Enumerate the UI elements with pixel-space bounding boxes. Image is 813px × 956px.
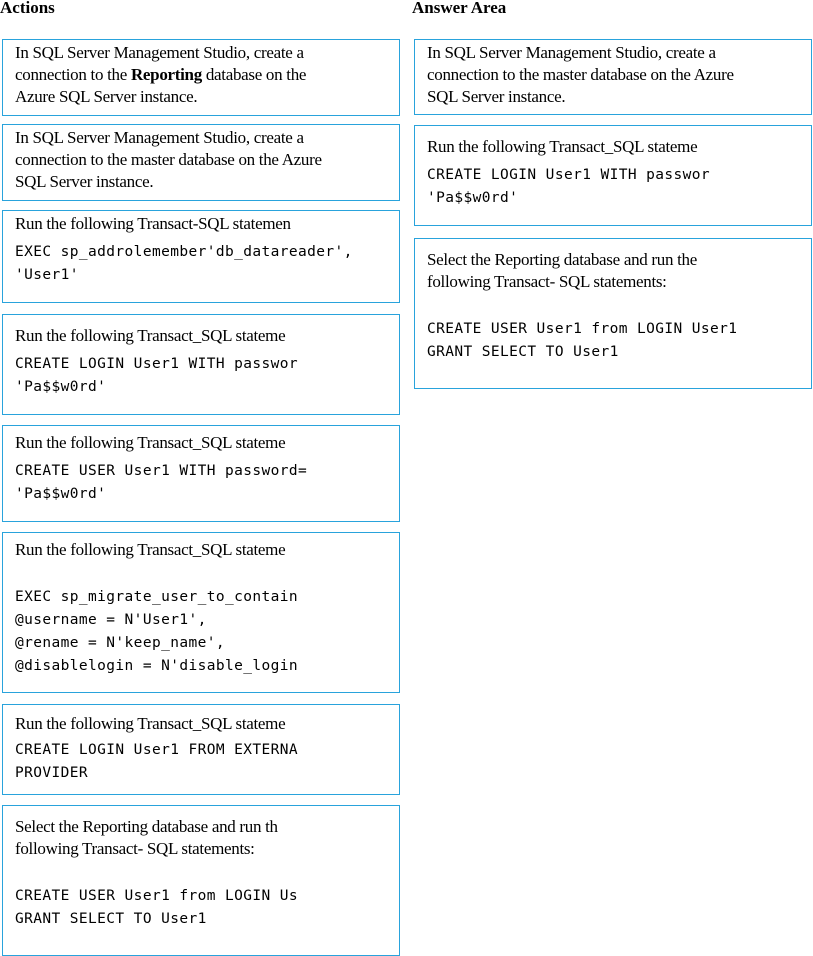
action-card-text: Run the following Transact_SQL stateme bbox=[15, 714, 286, 733]
action-card-text: Select the Reporting database and run th following Transact- SQL statements: bbox=[15, 817, 278, 858]
action-card-code: EXEC sp_migrate_user_to_contain @username = N'User1', @rename = N'keep_name', @disablelogin = N'disable_login bbox=[15, 589, 299, 674]
action-card-create-user-from-login[interactable] bbox=[2, 805, 400, 956]
action-card-code: CREATE LOGIN User1 WITH passwor 'Pa$$w0rd' bbox=[15, 356, 299, 395]
action-card-connect-master[interactable] bbox=[2, 124, 400, 201]
action-card-text: Run the following Transact_SQL stateme bbox=[15, 540, 286, 559]
action-card-text: Run the following Transact_SQL stateme bbox=[15, 433, 286, 452]
action-card-create-login-password[interactable] bbox=[2, 314, 400, 415]
actions-header: Actions bbox=[0, 0, 55, 17]
action-card-code: CREATE LOGIN User1 FROM EXTERNA PROVIDER bbox=[15, 742, 299, 781]
action-card-code: CREATE USER User1 from LOGIN Us GRANT SELECT TO User1 bbox=[15, 888, 299, 927]
answer-card-create-login-password[interactable] bbox=[414, 125, 812, 226]
action-card-connect-reporting[interactable] bbox=[2, 39, 400, 116]
answer-card-connect-master[interactable] bbox=[414, 39, 812, 115]
action-card-create-login-external[interactable] bbox=[2, 704, 400, 795]
answer-card-create-user-from-login[interactable] bbox=[414, 238, 812, 389]
action-card-text: Run the following Transact-SQL statemen bbox=[15, 214, 291, 233]
action-card-code: CREATE USER User1 WITH password= 'Pa$$w0rd' bbox=[15, 463, 308, 502]
answer-card-code: CREATE LOGIN User1 WITH passwor 'Pa$$w0rd' bbox=[427, 167, 711, 206]
action-card-text: Run the following Transact_SQL stateme bbox=[15, 326, 286, 345]
action-card-text: In SQL Server Management Studio, create a connection to the master database on the Azure SQL Server instance. bbox=[15, 128, 322, 191]
answer-card-code: CREATE USER User1 from LOGIN User1 GRANT SELECT TO User1 bbox=[427, 321, 738, 360]
answer-card-text: Run the following Transact_SQL stateme bbox=[427, 137, 698, 156]
action-card-addrolemember[interactable] bbox=[2, 210, 400, 303]
action-card-code: EXEC sp_addrolemember'db_datareader', 'User1' bbox=[15, 244, 353, 283]
answer-card-text: In SQL Server Management Studio, create a connection to the master database on the Azure SQL Server instance. bbox=[427, 43, 734, 106]
action-card-migrate-user[interactable] bbox=[2, 532, 400, 693]
answer-card-text: Select the Reporting database and run the following Transact- SQL statements: bbox=[427, 250, 697, 291]
action-card-create-user-password[interactable] bbox=[2, 425, 400, 522]
action-card-text: In SQL Server Management Studio, create a connection to the Reporting database on the Azure SQL Server instance. bbox=[15, 43, 307, 106]
answer-area-header: Answer Area bbox=[412, 0, 507, 17]
